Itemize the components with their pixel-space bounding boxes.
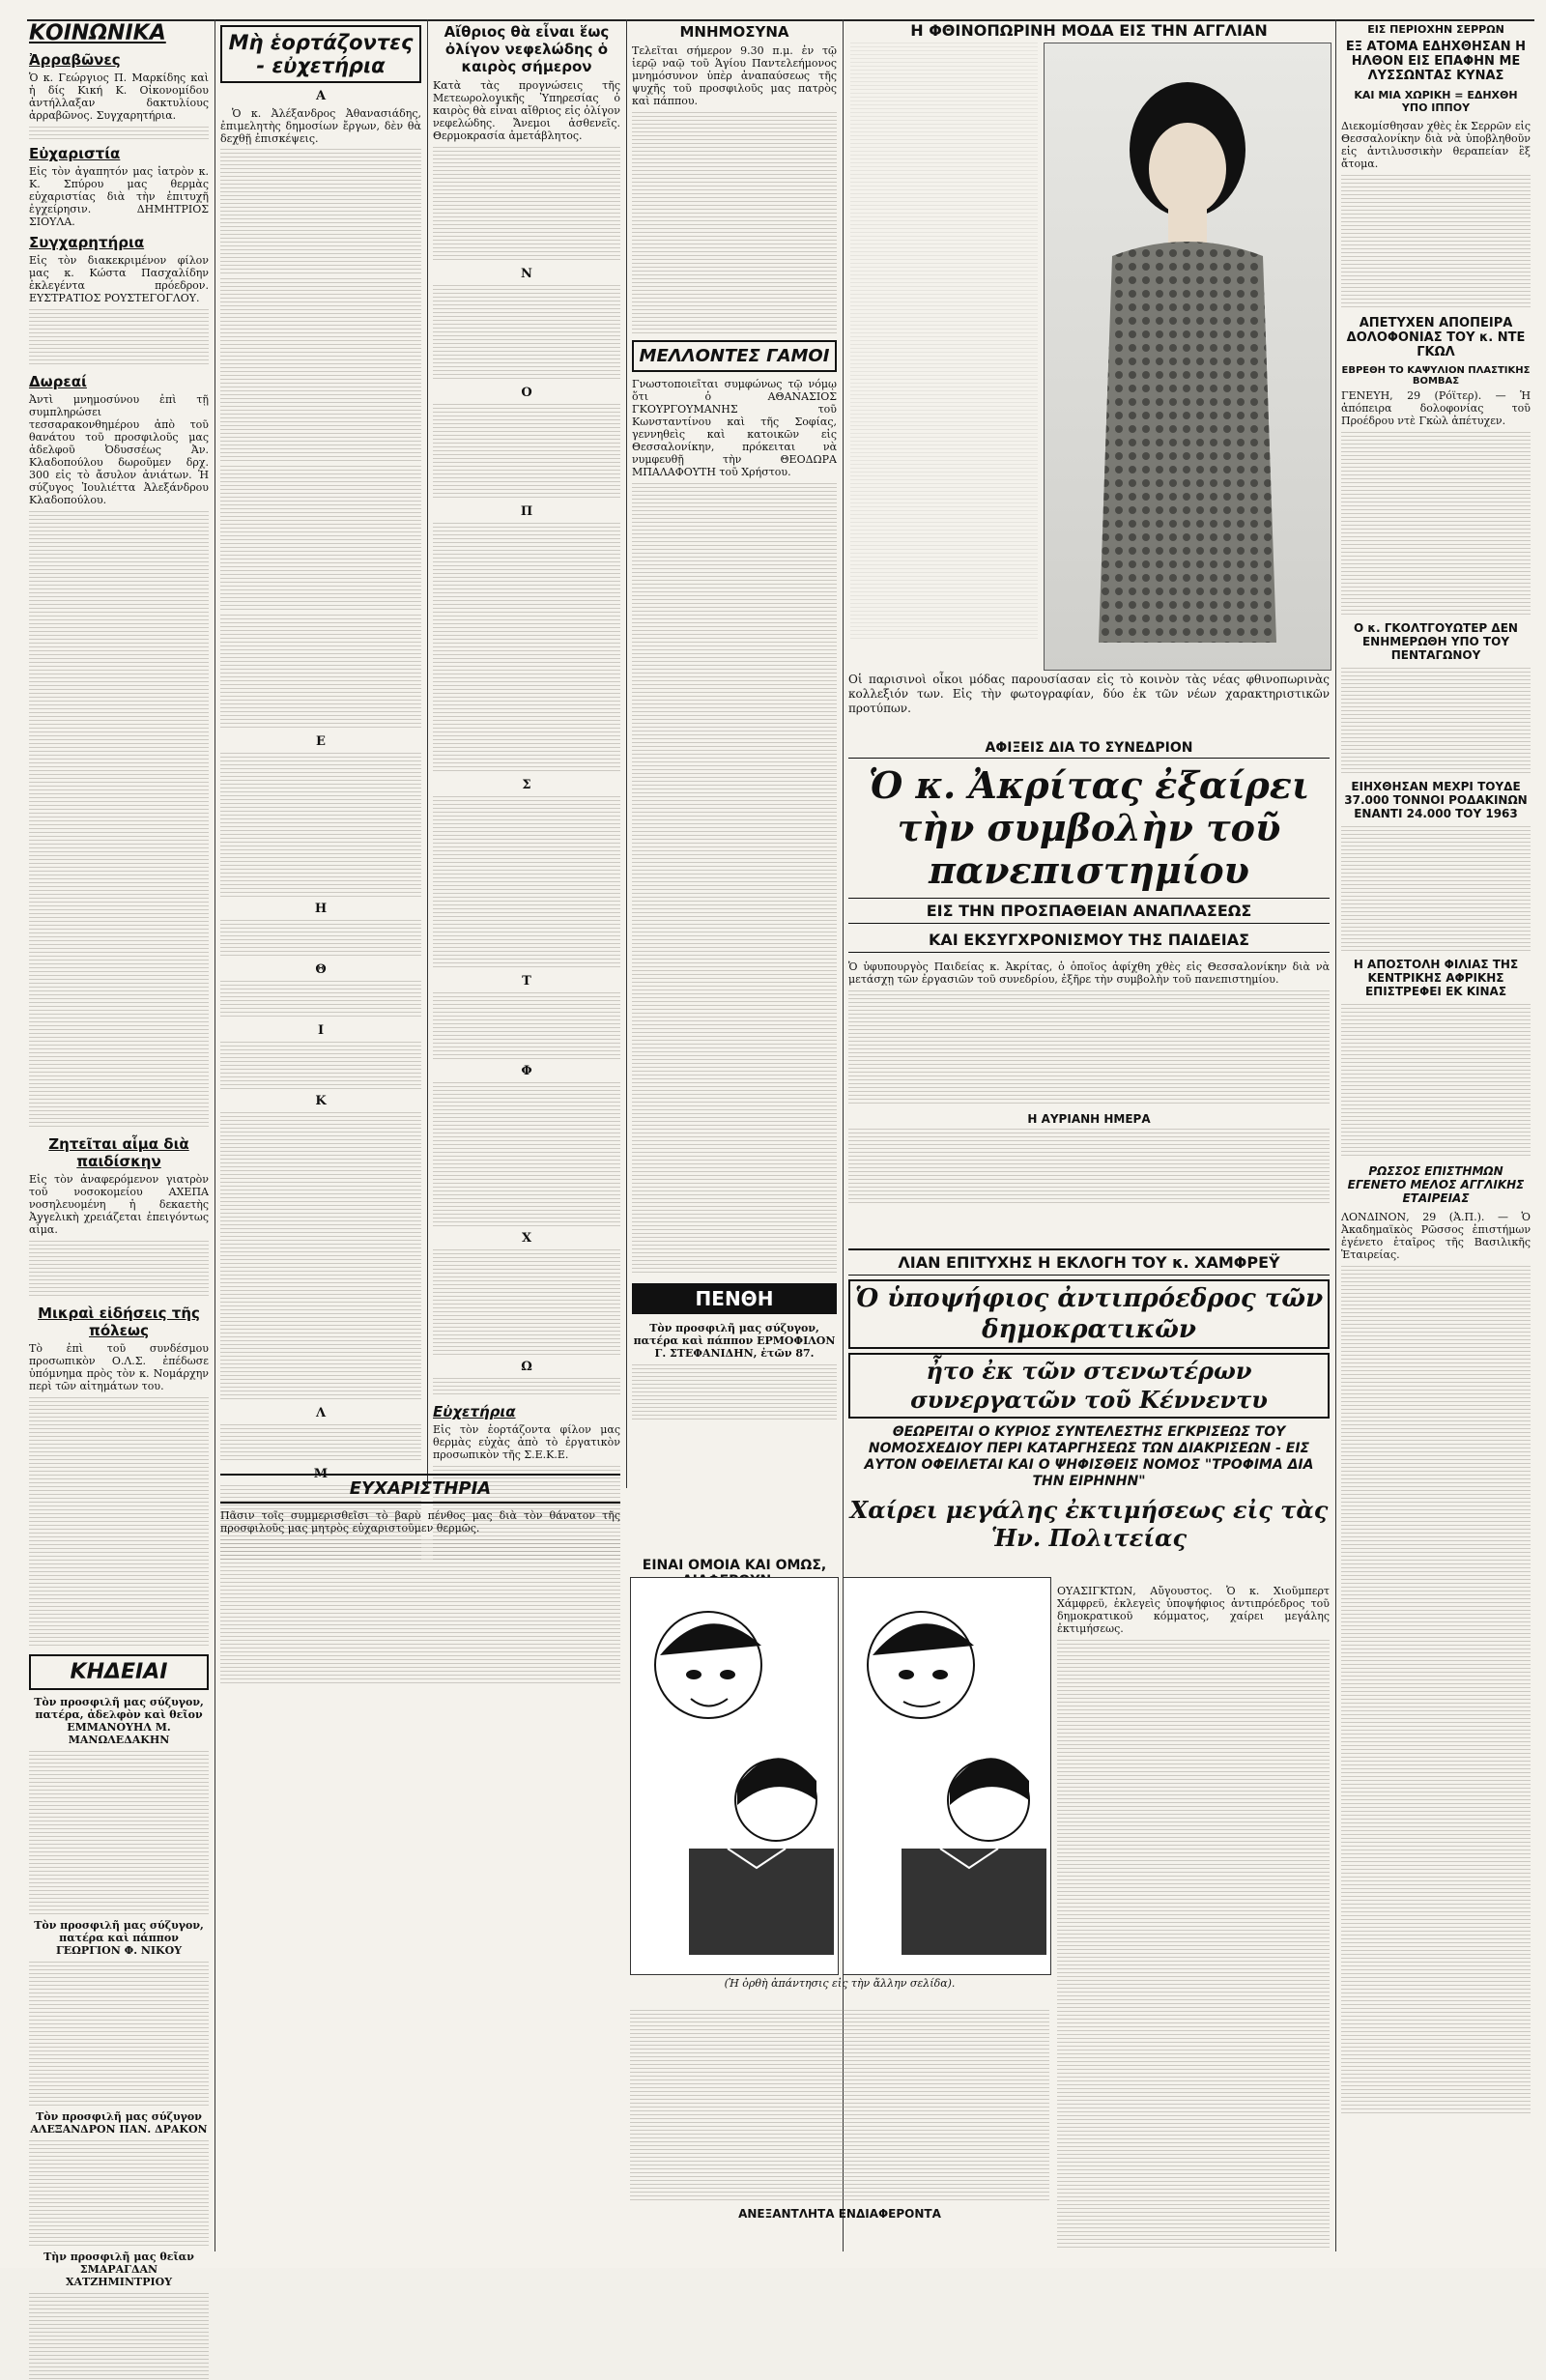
text-akritas: Ὁ ὑφυπουργὸς Παιδείας κ. Ἀκρίτας, ὁ ὁποῖος ἀφίχθη χθὲς εἰς Θεσσαλονίκην διὰ νὰ μετάσχῃ τῶν ἐργασιῶν τοῦ συνεδρίου, ἐξῆρε τὴν συμβολὴν τοῦ πανεπιστημίου. bbox=[848, 961, 1330, 986]
letter-heading: Σ bbox=[522, 778, 531, 792]
text-block bbox=[433, 404, 620, 501]
column-rule bbox=[1335, 19, 1336, 2251]
text-weddings: Γνωστοποιεῖται συμφώνως τῷ νόμῳ ὅτι ὁ ΑΘΑΝΑΣΙΟΣ ΓΚΟΥΡΓΟΥΜΑΝΗΣ τοῦ Κωνσταντίνου καὶ τῆς Σοφίας, γεννηθεὶς καὶ κατοικῶν εἰς Θεσσαλονίκην, πρόκειται νὰ νυμφευθῇ τὴν ΘΕΟΔΩΡΑ ΜΠΑΛΑΦΟΥΤΗ τοῦ Χρήστου. bbox=[632, 378, 837, 478]
headline-weather: Αἴθριος θὰ εἶναι ἕως ὀλίγον νεφελώδης ὁ καιρὸς σήμερον bbox=[444, 23, 610, 75]
heading-humphrey: ΛΙΑΝ ΕΠΙΤΥΧΗΣ Η ΕΚΛΟΓΗ ΤΟΥ κ. ΧΑΜΦΡΕΫ bbox=[848, 1248, 1330, 1276]
heading-tomorrow: Η ΑΥΡΙΑΝΗ ΗΜΕΡΑ bbox=[1027, 1112, 1151, 1126]
text-block bbox=[850, 43, 1038, 642]
letter-heading: Τ bbox=[522, 974, 531, 989]
subheading-horse: ΚΑΙ ΜΙΑ ΧΩΡΙΚΗ = ΕΔΗΧΘΗ ΥΠΟ ΙΠΠΟΥ bbox=[1354, 89, 1518, 114]
text-congrats: Εἰς τὸν διακεκριμένον φίλον μας κ. Κώστα Πασχαλίδην ἐκλεγέντα πρόεδρον. ΕΥΣΤΡΑΤΙΟΣ ΡΟΥΣΤΕΓΟΓΛΟΥ. bbox=[29, 254, 209, 304]
heading-memorials: ΜΝΗΜΟΣΥΝΑ bbox=[679, 23, 789, 41]
text-block bbox=[433, 1378, 620, 1397]
text-block bbox=[433, 796, 620, 970]
text-block bbox=[220, 278, 421, 462]
text-mourning: Τὸν προσφιλῆ μας σύζυγον, πατέρα καὶ πάππον ΕΡΜΟΦΙΛΟΝ Γ. ΣΤΕΦΑΝΙΔΗΝ, ἐτῶν 87. bbox=[633, 1322, 836, 1360]
letter-heading: Ω bbox=[521, 1360, 532, 1374]
text-block bbox=[848, 1129, 1330, 1206]
text-block bbox=[1341, 1004, 1531, 1159]
text-wishes: Εἰς τὸν ἑορτάζοντα φίλον μας θερμὰς εὐχὰς ἀπὸ τὸ ἐργατικὸν προσωπικὸν τῆς Σ.Ε.Κ.Ε. bbox=[433, 1423, 620, 1461]
column-weather bbox=[433, 19, 620, 1565]
text-block bbox=[433, 992, 620, 1060]
text-block bbox=[433, 285, 620, 382]
subheading-bomb: ΕΒΡΕΘΗ ΤΟ ΚΑΨΥΛΙΟΝ ΠΛΑΣΤΙΚΗΣ ΒΟΜΒΑΣ bbox=[1341, 365, 1531, 387]
letter-heading: Φ bbox=[521, 1064, 532, 1078]
funeral-notice: Τὸν προσφιλῆ μας σύζυγον ΑΛΕΞΑΝΔΡΟΝ ΠΑΝ. ΔΡΑΚΟΝ bbox=[30, 2110, 208, 2136]
letter-heading: Ε bbox=[316, 734, 326, 749]
cartoon-drawing bbox=[631, 1578, 838, 1974]
text-block bbox=[433, 1249, 620, 1356]
text-block bbox=[433, 147, 620, 263]
heading-serres: ΕΙΣ ΠΕΡΙΟΧΗΝ ΣΕΡΡΩΝ bbox=[1367, 23, 1504, 36]
subheading-modernization: ΚΑΙ ΕΚΣΥΓΧΡΟΝΙΣΜΟΥ ΤΗΣ ΠΑΙΔΕΙΑΣ bbox=[848, 928, 1330, 953]
heading-arrivals: ΑΦΙΞΕΙΣ ΔΙΑ ΤΟ ΣΥΝΕΔΡΙΟΝ bbox=[848, 740, 1330, 759]
heading-thanks: Εὐχαριστία bbox=[29, 145, 121, 162]
text-block bbox=[1341, 668, 1531, 774]
column-rule bbox=[427, 19, 428, 1488]
heading-wishes: Εὐχετήρια bbox=[433, 1403, 516, 1420]
letter-heading: Θ bbox=[315, 962, 327, 977]
text-block bbox=[220, 466, 421, 611]
text-donations: Ἀντὶ μνημοσύνου ἐπὶ τῇ συμπληρώσει τεσσαρακονθημέρου ἀπὸ τοῦ θανάτου τοῦ προσφιλοῦς μας ἀδελφοῦ Ὀδυσσέως Ἀν. Κλαδοπούλου δωροῦμεν δρχ. 300 εἰς τὸ ἄσυλον ἀνιάτων. Ἡ σύζυγος Ἰουλιέττα Ἀλεξάνδρου Κλαδοπούλου. bbox=[29, 393, 209, 506]
fashion-caption: Οἱ παρισινοὶ οἶκοι μόδας παρουσίασαν εἰς τὸ κοινὸν τὰς νέας φθινοπωρινὰς κολλεξιόν των. Εἰς τὴν φωτογραφίαν, δύο ἐκ τῶν νέων χαρακτηριστικῶν προτύπων. bbox=[848, 673, 1330, 715]
cartoon-caption-wrap bbox=[630, 1977, 1049, 1994]
cartoon-drawing bbox=[844, 1578, 1050, 1974]
text-block bbox=[29, 1962, 209, 2107]
akritas-story bbox=[848, 740, 1330, 1281]
text-rabies: Διεκομίσθησαν χθὲς ἐκ Σερρῶν εἰς Θεσσαλονίκην διὰ νὰ ὑποβληθοῦν εἰς ἀντιλυσσικὴν θεραπείαν ἓξ ἄτομα. bbox=[1341, 120, 1531, 170]
text-block bbox=[1341, 432, 1531, 616]
humphrey-story bbox=[848, 1248, 1330, 1596]
headline-rabies: ΕΞ ΑΤΟΜΑ ΕΔΗΧΘΗΣΑΝ Η ΗΛΘΟΝ ΕΙΣ ΕΠΑΦΗΝ ΜΕ ΛΥΣΣΩΝΤΑΣ ΚΥΝΑΣ bbox=[1345, 40, 1527, 83]
text-humphrey: ΟΥΑΣΙΓΚΤΩΝ, Αὔγουστος. Ὁ κ. Χιοῦμπερτ Χάμφρεϋ, ἐκλεγεὶς ὑποψήφιος ἀντιπρόεδρος τοῦ δημοκρατικοῦ κόμματος, χαίρει μεγάλης ἐκτιμήσεως. bbox=[1057, 1585, 1330, 1635]
heading-engagements: Ἀρραβῶνες bbox=[29, 51, 121, 69]
text-block bbox=[632, 112, 837, 334]
letter-heading: Λ bbox=[315, 1406, 327, 1420]
text-block bbox=[1341, 1266, 1531, 2116]
text-block bbox=[29, 1241, 209, 1299]
heading-thanks-notices: ΕΥΧΑΡΙΣΤΗΡΙΑ bbox=[220, 1474, 620, 1504]
text-block bbox=[29, 309, 209, 367]
text-block bbox=[29, 1751, 209, 1915]
text-block bbox=[630, 2010, 1049, 2203]
text-blood: Εἰς τὸν ἀναφερόμενον γιατρὸν τοῦ νοσοκομείου ΑΧΕΠΑ νοσηλευομένη ἡ δεκαετὴς Ἀγγελικὴ χρειάζεται ἐπειγόντως αἷμα. bbox=[29, 1173, 209, 1236]
text-block bbox=[220, 149, 421, 274]
text-block bbox=[220, 981, 421, 1019]
headline-humphrey-2: ἦτο ἐκ τῶν στενωτέρων συνεργατῶν τοῦ Κέννεντυ bbox=[848, 1353, 1330, 1419]
text-thanks: Εἰς τὸν ἀγαπητόν μας ἰατρὸν κ. Κ. Σπύρου μας θερμὰς εὐχαριστίας διὰ τὴν ἐπιτυχῆ ἐγχείρησιν. ΔΗΜΗΤΡΙΟΣ ΣΙΟΥΛΑ. bbox=[29, 165, 209, 228]
headline-africa-mission: Η ΑΠΟΣΤΟΛΗ ΦΙΛΙΑΣ ΤΗΣ ΚΕΝΤΡΙΚΗΣ ΑΦΡΙΚΗΣ ΕΠΙΣΤΡΕΦΕΙ ΕΚ ΚΙΝΑΣ bbox=[1353, 958, 1519, 998]
cartoon-left bbox=[630, 1577, 839, 1975]
column-name-days bbox=[220, 19, 421, 1565]
letter-heading: Ι bbox=[317, 1023, 325, 1038]
text-block bbox=[1057, 1640, 1330, 2249]
letter-heading: Ν bbox=[521, 267, 532, 281]
letter-heading: Α bbox=[315, 89, 327, 103]
text-block bbox=[29, 1397, 209, 1649]
column-right bbox=[1341, 19, 1531, 2251]
letter-heading: Χ bbox=[521, 1231, 532, 1246]
fashion-side-text bbox=[850, 43, 1038, 661]
heading-interesting: ΑΝΕΞΑΝΤΛΗΤΑ ΕΝΔΙΑΦΕΡΟΝΤΑ bbox=[738, 2207, 941, 2221]
heading-funerals: ΚΗΔΕΙΑΙ bbox=[29, 1654, 209, 1690]
fashion-photo bbox=[1044, 43, 1331, 671]
text-degaulle: ΓΕΝΕΥΗ, 29 (Ρόϊτερ). — Ἡ ἀπόπειρα δολοφονίας τοῦ Προέδρου ντὲ Γκὼλ ἀπέτυχεν. bbox=[1341, 389, 1531, 427]
text-block bbox=[220, 1042, 421, 1090]
text-engagements: Ὁ κ. Γεώργιος Π. Μαρκίδης καὶ ἡ δίς Κική Κ. Οἰκονομίδου ἀντήλλαξαν δακτυλίους ἀρραβῶνος. Συγχαρητήρια. bbox=[29, 72, 209, 122]
text-thanks-notices: Πᾶσιν τοῖς συμμερισθεῖσι τὸ βαρὺ πένθος μας διὰ τὸν θάνατον τῆς προσφιλοῦς μας μητρὸς εὐχαριστοῦμεν θερμῶς. bbox=[220, 1509, 620, 1534]
heading-fashion: Η ΦΘΙΝΟΠΩΡΙΝΗ ΜΟΔΑ ΕΙΣ ΤΗΝ ΑΓΓΛΙΑΝ bbox=[910, 21, 1268, 40]
text-block bbox=[433, 523, 620, 774]
cartoon-title: ΕΙΝΑΙ ΟΜΟΙΑ ΚΑΙ ΟΜΩΣ, bbox=[642, 1558, 827, 1573]
subheading-reform: ΕΙΣ ΤΗΝ ΠΡΟΣΠΑΘΕΙΑΝ ΑΝΑΠΛΑΣΕΩΣ bbox=[848, 898, 1330, 924]
heading-weddings: ΜΕΛΛΟΝΤΕΣ ΓΑΜΟΙ bbox=[632, 340, 837, 372]
text-block bbox=[632, 1364, 837, 1422]
text-block bbox=[1341, 175, 1531, 310]
text-block bbox=[220, 1112, 421, 1402]
column-memorials bbox=[632, 19, 837, 1565]
text-block bbox=[29, 2293, 209, 2380]
text-block bbox=[29, 127, 209, 139]
funeral-notice: Τὸν προσφιλῆ μας σύζυγον, πατέρα, ἀδελφὸν καὶ θεῖον ΕΜΜΑΝΟΥΗΛ Μ. ΜΑΝΩΛΕΔΑΚΗΝ bbox=[34, 1696, 204, 1746]
subheading-humphrey: ΘΕΩΡΕΙΤΑΙ Ο ΚΥΡΙΟΣ ΣΥΝΤΕΛΕΣΤΗΣ ΕΓΚΡΙΣΕΩΣ ΤΟΥ ΝΟΜΟΣΧΕΔΙΟΥ ΠΕΡΙ ΚΑΤΑΡΓΗΣΕΩΣ ΤΩΝ ΔΙΑΚΡΙΣΕΩΝ - ΕΙΣ ΑΥΤΟΝ ΟΦΕΙΛΕΤΑΙ ΚΑΙ Ο ΨΗΦΙΣΘΕΙΣ ΝΟΜΟΣ "ΤΡΟΦΙΜΑ ΔΙΑ ΤΗΝ ΕΙΡΗΝΗΝ" bbox=[864, 1424, 1314, 1489]
column-rule bbox=[626, 19, 627, 1488]
headline-peaches: ΕΙΗΧΘΗΣΑΝ ΜΕΧΡΙ ΤΟΥΔΕ 37.000 ΤΟΝΝΟΙ ΡΟΔΑΚΙΝΩΝ ΕΝΑΝΤΙ 24.000 ΤΟΥ 1963 bbox=[1344, 780, 1528, 820]
funeral-notice: Τὸν προσφιλῆ μας σύζυγον, πατέρα καὶ πάππον ΓΕΩΡΓΙΟΝ Φ. ΝΙΚΟΥ bbox=[34, 1919, 204, 1957]
text-memorials: Τελεῖται σήμερον 9.30 π.μ. ἐν τῷ ἱερῷ ναῷ τοῦ Ἁγίου Παντελεήμονος μνημόσυνον ὑπὲρ ἀναπαύσεως τῆς ψυχῆς τοῦ προσφιλοῦς μας πατρὸς καὶ πάππου. bbox=[632, 44, 837, 107]
letter-heading: Κ bbox=[315, 1094, 327, 1108]
text-city-news: Τὸ ἐπὶ τοῦ συνδέσμου προσωπικὸν Ο.Λ.Σ. ἐπέδωσε ὑπόμνημα πρὸς τὸν κ. Νομάρχην περὶ τῶν αἰτημάτων του. bbox=[29, 1342, 209, 1392]
heading-donations: Δωρεαί bbox=[29, 373, 87, 390]
headline-degaulle: ΑΠΕΤΥΧΕΝ ΑΠΟΠΕΙΡΑ ΔΟΛΟΦΟΝΙΑΣ ΤΟΥ κ. ΝΤΕ ΓΚΩΛ bbox=[1346, 316, 1526, 359]
heading-congrats: Συγχαρητήρια bbox=[29, 234, 145, 251]
headline-russian-scientist: ΡΩΣΣΟΣ ΕΠΙΣΤΗΜΩΝ ΕΓΕΝΕΤΟ ΜΕΛΟΣ ΑΓΓΛΙΚΗΣ ΕΤΑΙΡΕΙΑΣ bbox=[1347, 1164, 1525, 1205]
text-weather: Κατὰ τὰς προγνώσεις τῆς Μετεωρολογικῆς Ὑπηρεσίας ὁ καιρὸς θὰ εἶναι αἴθριος εἰς ὀλίγον νεφελώδης. Ἄνεμοι ἀσθενεῖς. Θερμοκρασία ἀμετάβλητος. bbox=[433, 79, 620, 142]
bottom-text bbox=[630, 2010, 1049, 2242]
text-block bbox=[29, 511, 209, 1130]
fashion-figure bbox=[1045, 43, 1331, 670]
text-block bbox=[220, 1424, 421, 1463]
heading-mourning: ΠΕΝΘΗ bbox=[632, 1283, 837, 1314]
cartoon-caption: (Ἡ ὀρθὴ ἀπάντησις εἰς τὴν ἄλλην σελίδα). bbox=[724, 1977, 956, 1990]
headline-humphrey-esteem: Χαίρει μεγάλης ἐκτιμήσεως εἰς τὰς Ἡν. Πολιτείας bbox=[849, 1496, 1329, 1552]
letter-heading: Μ bbox=[313, 1467, 329, 1481]
heading-city-news: Μικραὶ εἰδήσεις τῆς πόλεως bbox=[38, 1305, 200, 1339]
text-block bbox=[1341, 826, 1531, 952]
text-block bbox=[632, 483, 837, 1276]
letter-heading: Ο bbox=[521, 386, 532, 400]
text-block bbox=[220, 920, 421, 959]
text-block bbox=[29, 2140, 209, 2247]
section-title-social: ΚΟΙΝΩΝΙΚΑ bbox=[29, 21, 166, 45]
text-block bbox=[220, 753, 421, 898]
headline-humphrey-1: Ὁ ὑποψήφιος ἀντιπρόεδρος τῶν δημοκρατικῶν bbox=[848, 1279, 1330, 1349]
funeral-notice: Τὴν προσφιλῆ μας θεῖαν ΣΜΑΡΑΓΔΑΝ ΧΑΤΖΗΜΙΝΤΡΙΟΥ bbox=[43, 2251, 194, 2288]
column-social bbox=[29, 19, 209, 2288]
text-block bbox=[433, 1082, 620, 1227]
letter-heading: Η bbox=[314, 902, 328, 916]
headline-akritas: Ὁ κ. Ἀκρίτας ἐξαίρει τὴν συμβολὴν τοῦ πανεπιστημίου bbox=[868, 763, 1310, 892]
cartoon-title-wrap bbox=[632, 1558, 837, 1577]
thanks-section bbox=[220, 1474, 620, 1686]
fashion-caption-wrap bbox=[848, 673, 1330, 740]
heading-blood: Ζητεῖται αἷμα διὰ παιδίσκην bbox=[48, 1135, 189, 1170]
text-block bbox=[220, 1539, 620, 1684]
text-block bbox=[848, 990, 1330, 1106]
text-block bbox=[220, 615, 421, 731]
letter-heading: Π bbox=[520, 504, 533, 519]
heading-name-days: Μὴ ἑορτάζοντες - εὐχετήρια bbox=[220, 25, 421, 83]
cartoon-right bbox=[843, 1577, 1051, 1975]
text-russian-scientist: ΛΟΝΔΙΝΟΝ, 29 (Ἀ.Π.). — Ὁ Ἀκαδημαϊκὸς Ρῶσσος ἐπιστήμων ἐγένετο ἑταῖρος τῆς Βασιλικῆς Ἑταιρείας. bbox=[1341, 1211, 1531, 1261]
headline-goldwater: Ο κ. ΓΚΟΛΤΓΟΥΩΤΕΡ ΔΕΝ ΕΝΗΜΕΡΩΘΗ ΥΠΟ ΤΟΥ ΠΕΝΤΑΓΩΝΟΥ bbox=[1354, 621, 1518, 662]
humphrey-text bbox=[1057, 1585, 1330, 2242]
name-day-entry: Ὁ κ. Ἀλέξανδρος Ἀθανασιάδης, ἐπιμελητὴς δημοσίων ἔργων, δὲν θὰ δεχθῇ ἐπισκέψεις. bbox=[220, 107, 421, 145]
